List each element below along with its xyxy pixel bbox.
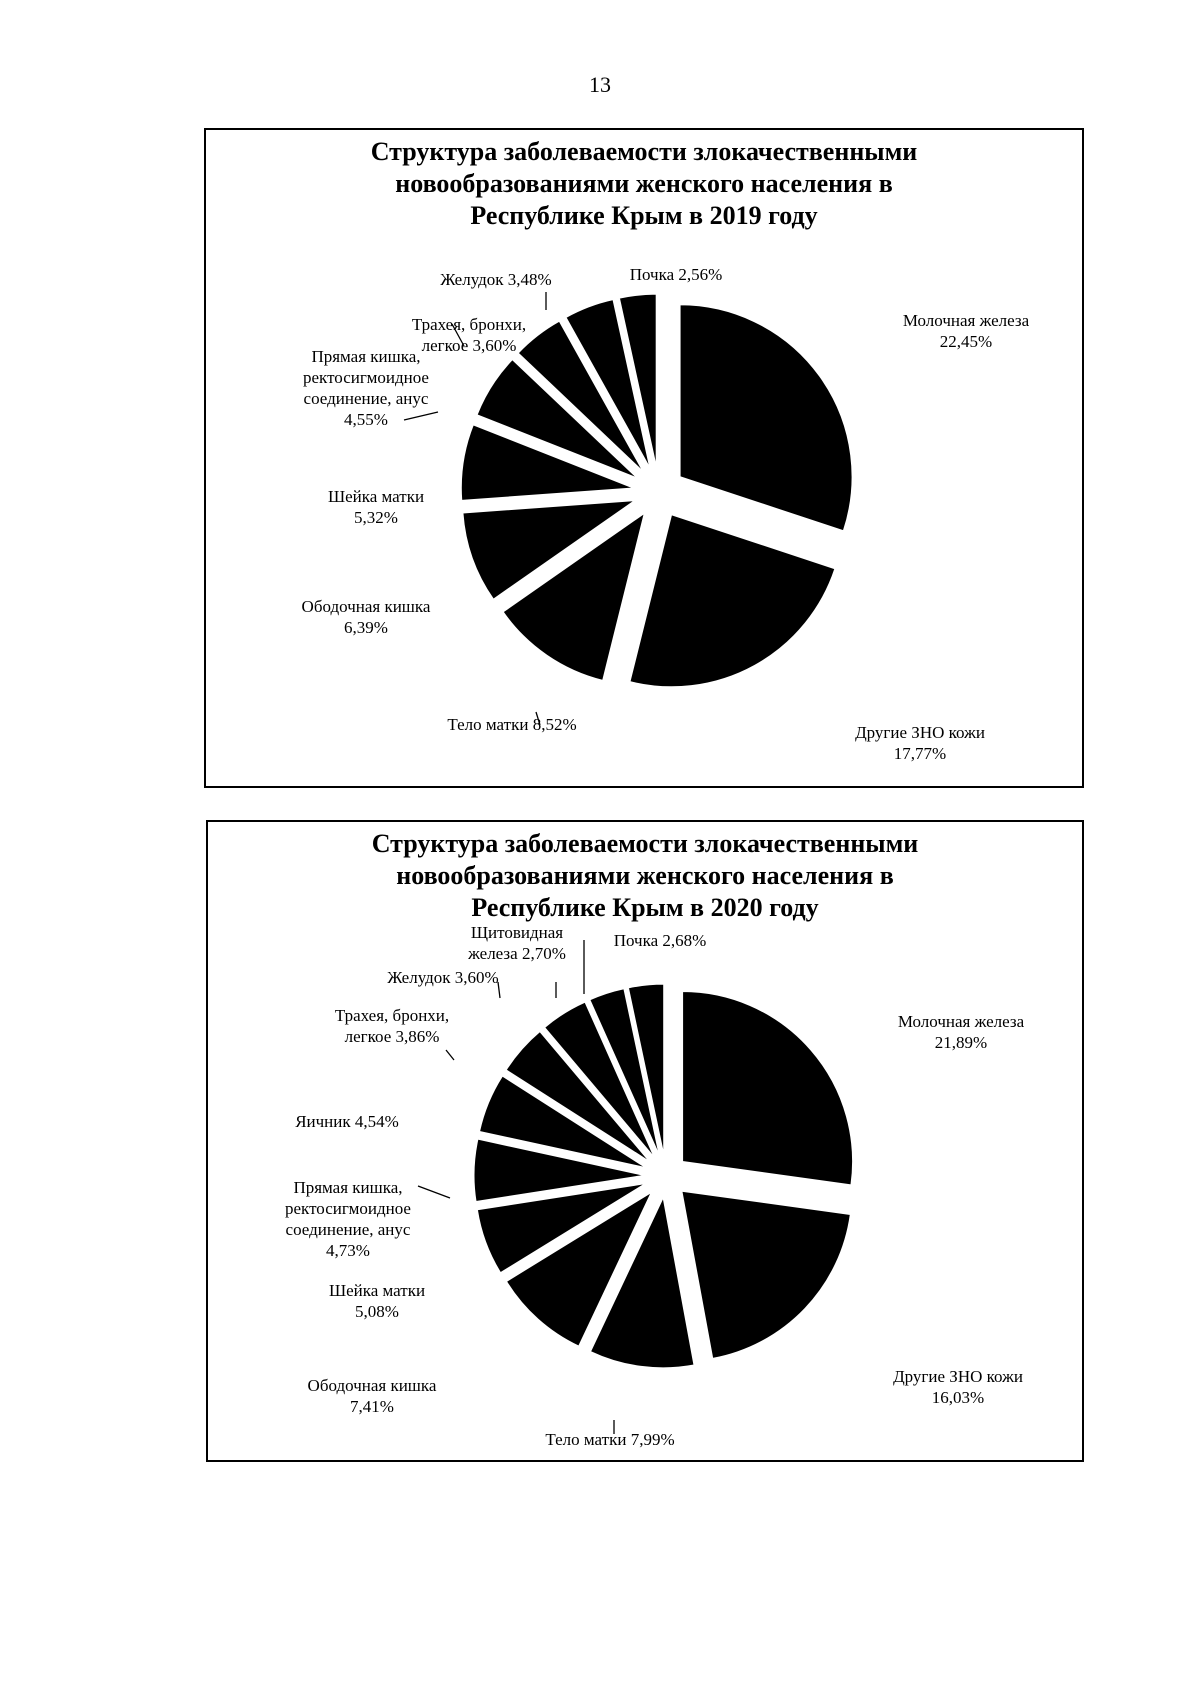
pie-data-label-line: железа 2,70% [468,944,566,963]
chart-title-line: Республике Крым в 2020 году [471,893,819,922]
pie-data-label [903,311,1030,351]
pie-data-label-line: Молочная железа [902,311,1030,330]
chart-title-line: новообразованиями женского населения в [395,169,893,198]
pie-data-label-line: Тело матки 7,99% [545,1430,675,1449]
pie-data-label-line: легкое 3,86% [344,1027,440,1046]
pie-data-label-line: 16,03% [931,1388,985,1407]
pie-data-label [412,315,526,355]
pie-chart-2020 [206,820,1084,1462]
leader-line [404,412,438,420]
chart-title-line: новообразованиями женского населения в [396,861,894,890]
chart-title-line: Структура заболеваемости злокачественными [370,137,918,166]
pie-plot-2019 [206,130,1086,790]
pie-data-label-line: Другие ЗНО кожи [893,1367,1023,1386]
pie-data-label [898,1012,1025,1052]
pie-slice-другие-зно-кожи [682,1191,850,1358]
pie-data-label-line: Другие ЗНО кожи [855,723,985,742]
pie-data-label [285,1178,411,1260]
pie-data-label [303,347,429,429]
pie-data-label-line: ректосигмоидное [303,368,429,387]
pie-data-label [335,1006,449,1046]
pie-data-label [440,270,551,289]
pie-data-label-line: 7,41% [350,1397,394,1416]
pie-data-label [329,1281,425,1321]
chart-title-line: Структура заболеваемости злокачественными [371,829,919,858]
pie-data-label [387,968,498,987]
pie-data-label-line: Желудок 3,48% [440,270,552,289]
pie-chart-2019 [204,128,1084,788]
pie-data-label [295,1112,399,1131]
chart-title-line: Республике Крым в 2019 году [470,201,818,230]
pie-data-label-line: 5,32% [354,508,398,527]
pie-data-label-line: Тело матки 8,52% [447,715,577,734]
pie-data-label-line: 21,89% [934,1033,988,1052]
pie-plot-2020 [208,822,1086,1464]
pie-data-label [855,723,985,763]
pie-data-label [308,1376,437,1416]
pie-data-label-line: Почка 2,56% [629,265,723,284]
pie-data-label [447,715,576,734]
pie-data-label-line: 17,77% [893,744,947,763]
pie-data-label-line: 6,39% [344,618,388,637]
pie-slice-молочная-железа [680,305,852,531]
pie-data-label [630,265,723,284]
leader-line [446,1050,454,1060]
pie-data-label-line: соединение, анус [303,389,429,408]
pie-data-label [302,597,431,637]
pie-data-label-line: Шейка матки [327,487,425,506]
pie-slice-молочная-железа [683,992,853,1185]
pie-data-label-line: Щитовидная [470,923,564,942]
pie-data-label-line: Трахея, бронхи, [411,315,527,334]
pie-data-label-line: 22,45% [939,332,993,351]
pie-slice-другие-зно-кожи [630,515,835,687]
leader-line [418,1186,450,1198]
pie-data-label-line: ректосигмоидное [285,1199,411,1218]
pie-data-label-line: легкое 3,60% [421,336,517,355]
pie-data-label [467,923,566,963]
pie-data-label [614,931,707,950]
pie-data-label-line: Молочная железа [897,1012,1025,1031]
pie-data-label-line: Прямая кишка, [311,347,421,366]
pie-data-label-line: 4,73% [326,1241,370,1260]
pie-data-label-line: соединение, анус [285,1220,411,1239]
pie-data-label-line: Желудок 3,60% [387,968,499,987]
pie-data-label-line: 4,55% [344,410,388,429]
pie-data-label-line: Трахея, бронхи, [334,1006,450,1025]
page-number: 13 [589,72,611,97]
pie-data-label-line: Прямая кишка, [293,1178,403,1197]
pie-data-label-line: 5,08% [355,1302,399,1321]
pie-data-label-line: Ободочная кишка [301,597,431,616]
pie-data-label-line: Почка 2,68% [613,931,707,950]
pie-data-label-line: Яичник 4,54% [295,1112,399,1131]
pie-data-label-line: Шейка матки [328,1281,426,1300]
pie-data-label [328,487,424,527]
pie-data-label-line: Ободочная кишка [307,1376,437,1395]
pie-data-label [893,1367,1023,1407]
pie-data-label [545,1430,674,1449]
